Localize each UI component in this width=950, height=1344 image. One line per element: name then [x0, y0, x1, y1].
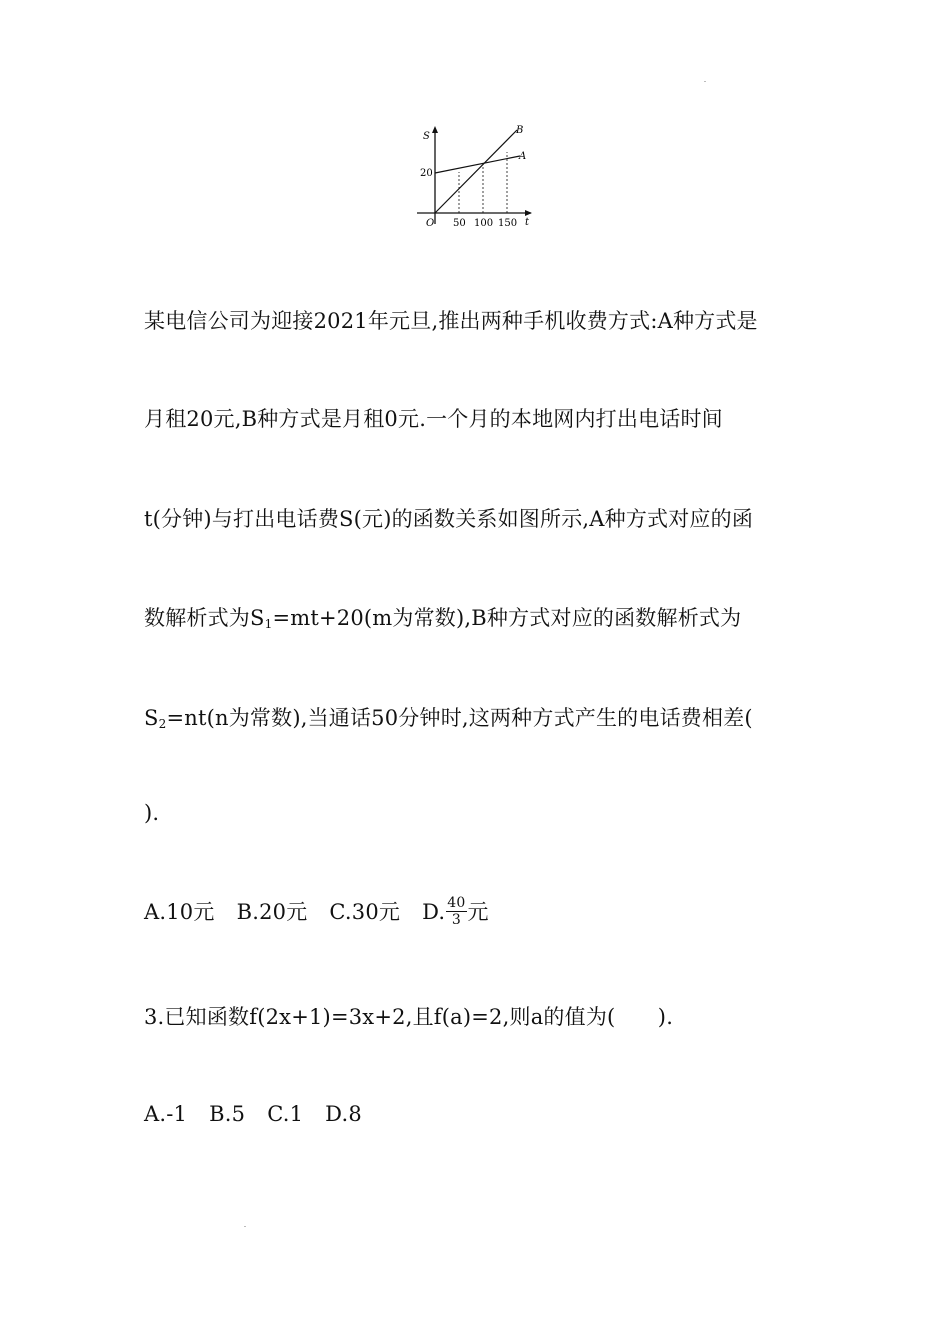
problem3-question: 3.已知函数f(2x+1)=3x+2,且f(a)=2,则a的值为( ).: [144, 1005, 674, 1029]
series-line-B: [435, 130, 517, 213]
problem-line-3: t(分钟)与打出电话费S(元)的函数关系如图所示,A种方式对应的函: [144, 507, 754, 531]
option-a: A.10元: [144, 900, 215, 924]
formula-text: =nt(n为常数),当通话50分钟时,这两种方式产生的电话费相差(: [166, 706, 753, 730]
x-tick-100: 100: [474, 218, 494, 229]
y-axis-arrow: [432, 126, 438, 133]
fraction-numerator: 40: [447, 895, 466, 911]
option-c: C.30元: [329, 900, 401, 924]
series-label-A: A: [519, 151, 527, 162]
subscript: 1: [264, 617, 273, 631]
formula-text: 数解析式为S: [144, 606, 265, 630]
cost-function-chart: [405, 118, 545, 234]
subscript: 2: [158, 717, 167, 731]
x-tick-150: 150: [498, 218, 518, 229]
problem-options: [144, 896, 489, 930]
p3-option-a: A.-1: [144, 1102, 188, 1126]
x-axis-label: t: [525, 217, 530, 228]
option-d-unit: 元: [467, 900, 489, 924]
scan-dot: [704, 81, 706, 82]
problem-line-6: ).: [144, 801, 160, 825]
p3-option-b: B.5: [209, 1102, 246, 1126]
option-b: B.20元: [236, 900, 308, 924]
problem-line-2: 月租20元,B种方式是月租0元.一个月的本地网内打出电话时间: [144, 407, 723, 431]
formula-text: S: [144, 706, 159, 730]
option-d-prefix: D.: [422, 900, 446, 924]
problem-line-5: [144, 702, 753, 732]
fraction-denominator: 3: [451, 912, 461, 928]
y-axis-label: S: [423, 131, 430, 142]
option-d-fraction: [446, 895, 466, 928]
p3-option-c: C.1: [267, 1102, 304, 1126]
series-label-B: B: [516, 125, 524, 136]
origin-label: O: [426, 218, 435, 229]
problem3-options: [144, 1102, 362, 1126]
x-tick-50: 50: [453, 218, 466, 229]
option-d: [422, 895, 489, 928]
scan-dot: [244, 1226, 246, 1227]
p3-option-d: D.8: [325, 1102, 362, 1126]
y-tick-20: 20: [420, 168, 433, 179]
problem-line-1: 某电信公司为迎接2021年元旦,推出两种手机收费方式:A种方式是: [144, 309, 758, 333]
x-axis-arrow: [525, 210, 532, 216]
formula-text: =mt+20(m为常数),B种方式对应的函数解析式为: [272, 606, 742, 630]
problem-line-4: [144, 602, 741, 632]
